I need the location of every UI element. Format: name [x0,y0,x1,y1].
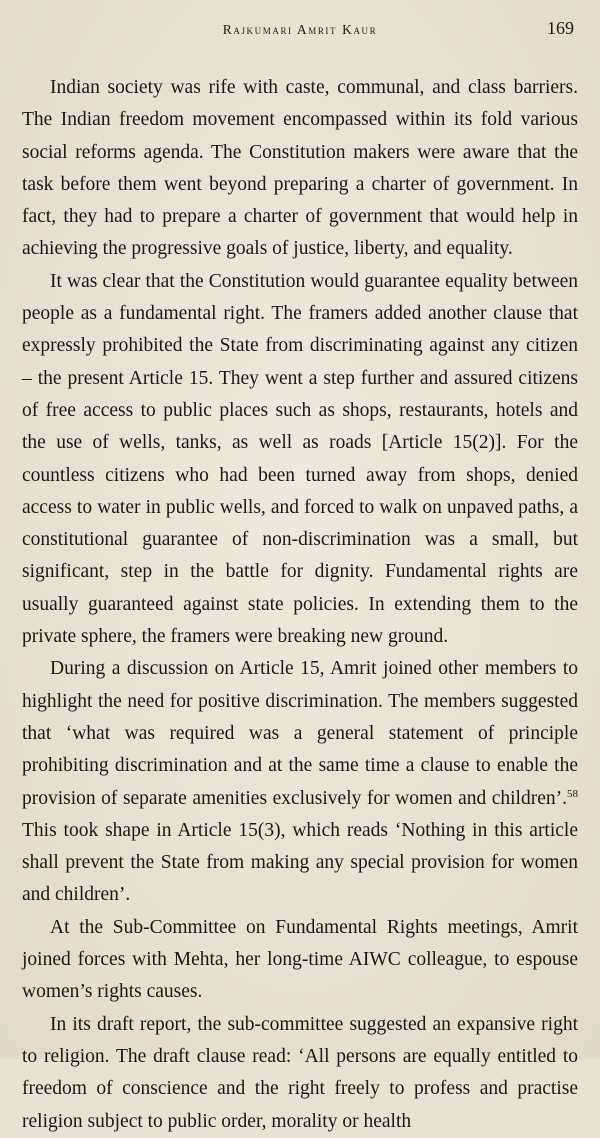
paragraph-3 [22,653,578,911]
paragraph-4: At the Sub-Committee on Fundamental Rights meetings, Amrit joined forces with Mehta, her long-time AIWC colleague, to espouse women’s rights causes. [22,916,578,1003]
paragraph-1: Indian society was rife with caste, communal, and class barriers. The Indian freedom movement encompassed within its fold various social reforms agenda. The Constitution makers were aware that the task before them went beyond preparing a charter of government. In fact, they had to prepare a charter of government that would help in achieving the progressive goals of justice, liberty, and equality. [22,77,578,260]
page-header [22,0,578,60]
footnote-marker: 58 [567,787,578,800]
running-head: Rajkumari Amrit Kaur [222,22,378,37]
paragraph-2: It was clear that the Constitution would guarantee equality between people as a fundamental right. The framers added another clause that expressly prohibited the State from discriminating against any citizen – the present Article 15. They went a step further and assured citizens of free access to public places such as shops, restaurants, hotels and the use of wells, tanks, as well as roads [Article 15(2)]. For the countless citizens who had been turned away from shops, denied access to water in public wells, and forced to walk on unpaved paths, a constitutional guarantee of non-discrimination was a small, but significant, step in the battle for dignity. Fundamental rights are usually guaranteed against state policies. In extending them to the private sphere, the framers were breaking new ground. [22,270,578,648]
page-number: 169 [547,18,574,38]
paragraph-5: In its draft report, the sub-committee suggested an expansive right to religion. The draft clause read: ‘All persons are equally entitled to freedom of conscience and the right freely to profess and practise religion subject to public order, morality or health [22,1013,578,1132]
body-text [22,72,578,1138]
paragraph-3-text-after: This took shape in Article 15(3), which reads ‘Nothing in this article shall prevent the State from making any special provision for women and children’. [22,819,578,906]
paragraph-3-text-before: During a discussion on Article 15, Amrit joined other members to highlight the need for positive discrimination. The members suggested that ‘what was required was a general statement of principle prohibiting discrimination and at the same time a clause to enable the provision of separate amenities exclusively for women and children’. [22,658,578,809]
